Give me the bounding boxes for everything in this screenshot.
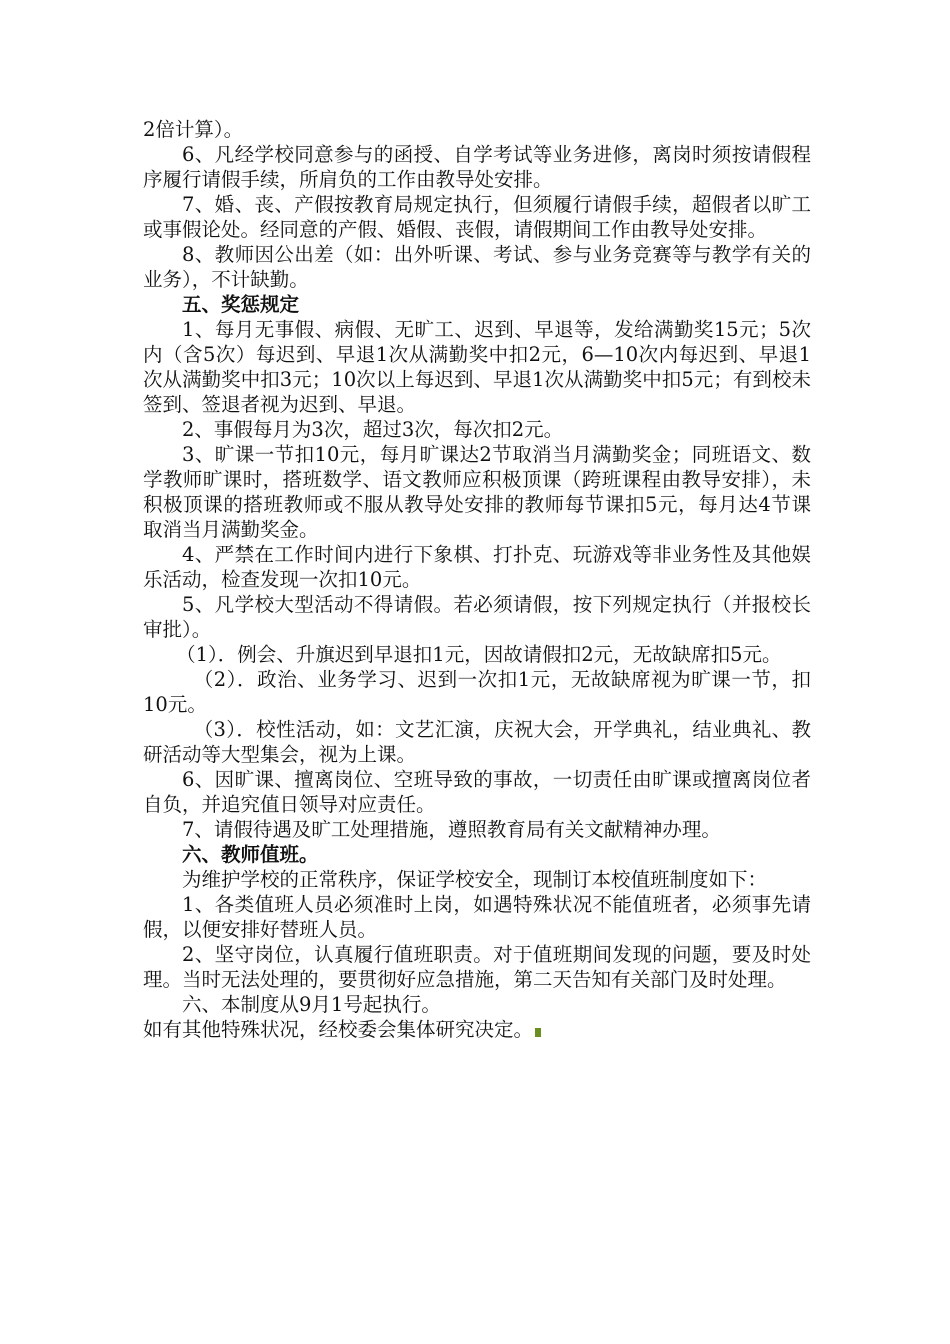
section-heading: 六、教师值班。 <box>182 843 319 866</box>
paragraph: 6、因旷课、擅离岗位、空班导致的事故，一切责任由旷课或擅离岗位者自负，并追究值日领导对应责任。 <box>143 768 811 816</box>
sub-item: （3）．校性活动，如：文艺汇演，庆祝大会，开学典礼，结业典礼、教研活动等大型集会，视为上课。 <box>143 718 811 766</box>
paragraph: 4、严禁在工作时间内进行下象棋、打扑克、玩游戏等非业务性及其他娱乐活动，检查发现一次扣10元。 <box>143 543 811 591</box>
paragraph: 2倍计算）。 <box>143 118 244 141</box>
end-marker-icon <box>535 1028 541 1037</box>
paragraph: 5、凡学校大型活动不得请假。若必须请假，按下列规定执行（并报校长审批）。 <box>143 593 811 641</box>
paragraph: 2、事假每月为3次，超过3次，每次扣2元。 <box>182 418 564 441</box>
paragraph: 3、旷课一节扣10元，每月旷课达2节取消当月满勤奖金；同班语文、数学教师旷课时，搭班数学、语文教师应积极顶课（跨班课程由教导安排），未积极顶课的搭班教师或不服从教导处安排的教师每节课扣5元，每月达4节课取消当月满勤奖金。 <box>143 443 811 541</box>
paragraph: 为维护学校的正常秩序，保证学校安全，现制订本校值班制度如下： <box>182 868 768 891</box>
closing-paragraph <box>143 1017 811 1042</box>
paragraph: 六、本制度从9月1号起执行。 <box>182 993 441 1016</box>
paragraph: 7、请假待遇及旷工处理措施，遵照教育局有关文献精神办理。 <box>182 818 721 841</box>
closing-text: 如有其他特殊状况，经校委会集体研究决定。 <box>143 1018 534 1041</box>
paragraph: 7、婚、丧、产假按教育局规定执行，但须履行请假手续，超假者以旷工或事假论处。经同意的产假、婚假、丧假，请假期间工作由教导处安排。 <box>143 193 811 241</box>
sub-item: （2）．政治、业务学习、迟到一次扣1元，无故缺席视为旷课一节，扣10元。 <box>143 668 811 716</box>
paragraph: 6、凡经学校同意参与的函授、自学考试等业务进修，离岗时须按请假程序履行请假手续，所肩负的工作由教导处安排。 <box>143 143 811 191</box>
section-heading: 五、奖惩规定 <box>182 293 300 316</box>
paragraph: 8、教师因公出差（如：出外听课、考试、参与业务竞赛等与教学有关的业务），不计缺勤。 <box>143 243 811 291</box>
sub-item: （1）．例会、升旗迟到早退扣1元，因故请假扣2元，无故缺席扣5元。 <box>176 643 782 666</box>
paragraph: 1、每月无事假、病假、无旷工、迟到、早退等，发给满勤奖15元；5次内（含5次）每迟到、早退1次从满勤奖中扣2元，6—10次内每迟到、早退1次从满勤奖中扣3元；10次以上每迟到、早退1次从满勤奖中扣5元；有到校未签到、签退者视为迟到、早退。 <box>143 318 811 416</box>
paragraph: 2、坚守岗位，认真履行值班职责。对于值班期间发现的问题，要及时处理。当时无法处理的，要贯彻好应急措施，第二天告知有关部门及时处理。 <box>143 943 811 991</box>
document-page <box>143 117 811 1042</box>
paragraph: 1、各类值班人员必须准时上岗，如遇特殊状况不能值班者，必须事先请假，以便安排好替班人员。 <box>143 893 811 941</box>
